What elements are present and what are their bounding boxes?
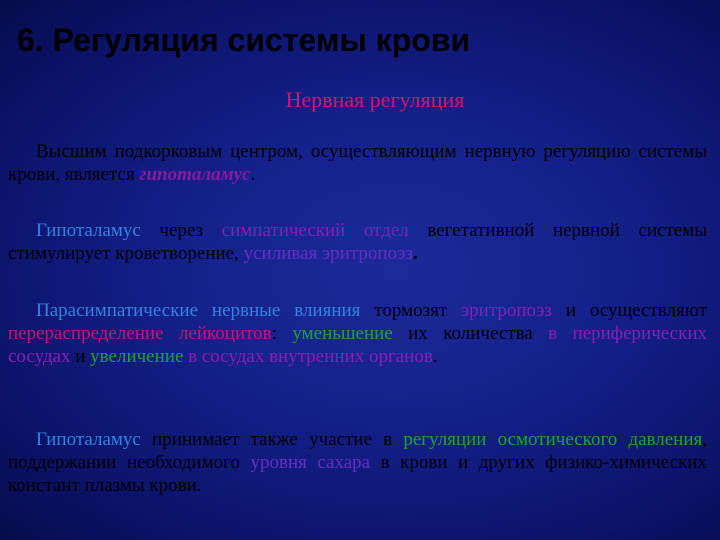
term-peripheral-vessels: в периферических сосудах bbox=[8, 323, 708, 367]
paragraph-sympathetic bbox=[8, 219, 707, 265]
text: : bbox=[271, 323, 293, 344]
text: , поддержании необходимого bbox=[8, 429, 708, 473]
text: тормозят bbox=[360, 300, 462, 321]
text: Высшим подкорковым центром, осуществляющим нервную регуляцию системы крови, является bbox=[8, 141, 707, 185]
text: через bbox=[140, 220, 222, 241]
slide-subtitle: Нервная регуляция bbox=[285, 87, 465, 112]
text: в крови и других физико-химических констант плазмы крови. bbox=[8, 452, 708, 496]
text: вегетативной нервной системы стимулирует кроветворение, bbox=[8, 220, 707, 264]
paragraph-hypothalamus-center bbox=[8, 140, 707, 186]
slide-title: 6. Регуляция системы крови bbox=[17, 22, 471, 58]
term-leukocyte-redistribution: перераспределение лейкоцитов bbox=[8, 323, 272, 344]
text: . bbox=[432, 346, 438, 367]
text: и bbox=[70, 346, 91, 367]
term-hypothalamus: гипоталамус bbox=[139, 164, 251, 185]
term-hypothalamus: Гипоталамус bbox=[36, 429, 141, 450]
paragraph-osmotic-regulation bbox=[8, 428, 707, 497]
text: . bbox=[412, 243, 418, 264]
text: . bbox=[250, 164, 256, 185]
paragraph-parasympathetic bbox=[8, 299, 707, 368]
term-erythropoiesis-boost: усиливая эритропоэз bbox=[243, 243, 413, 264]
term-parasympathetic: Парасимпатические нервные влияния bbox=[36, 300, 361, 321]
term-increase: увеличение bbox=[90, 346, 184, 367]
term-internal-organ-vessels: в сосудах внутренних органов bbox=[188, 346, 433, 367]
term-erythropoiesis: эритропоэз bbox=[461, 300, 552, 321]
text: их количества bbox=[392, 323, 549, 344]
text: и осуществляют bbox=[551, 300, 707, 321]
term-blood-sugar: уровня сахара bbox=[250, 452, 371, 473]
text: принимает также участие в bbox=[140, 429, 404, 450]
term-sympathetic-division: симпатический отдел bbox=[221, 220, 409, 241]
term-decrease: уменьшение bbox=[292, 323, 393, 344]
term-osmotic-pressure: регуляции осмотического давления bbox=[403, 429, 703, 450]
term-hypothalamus: Гипоталамус bbox=[36, 220, 141, 241]
